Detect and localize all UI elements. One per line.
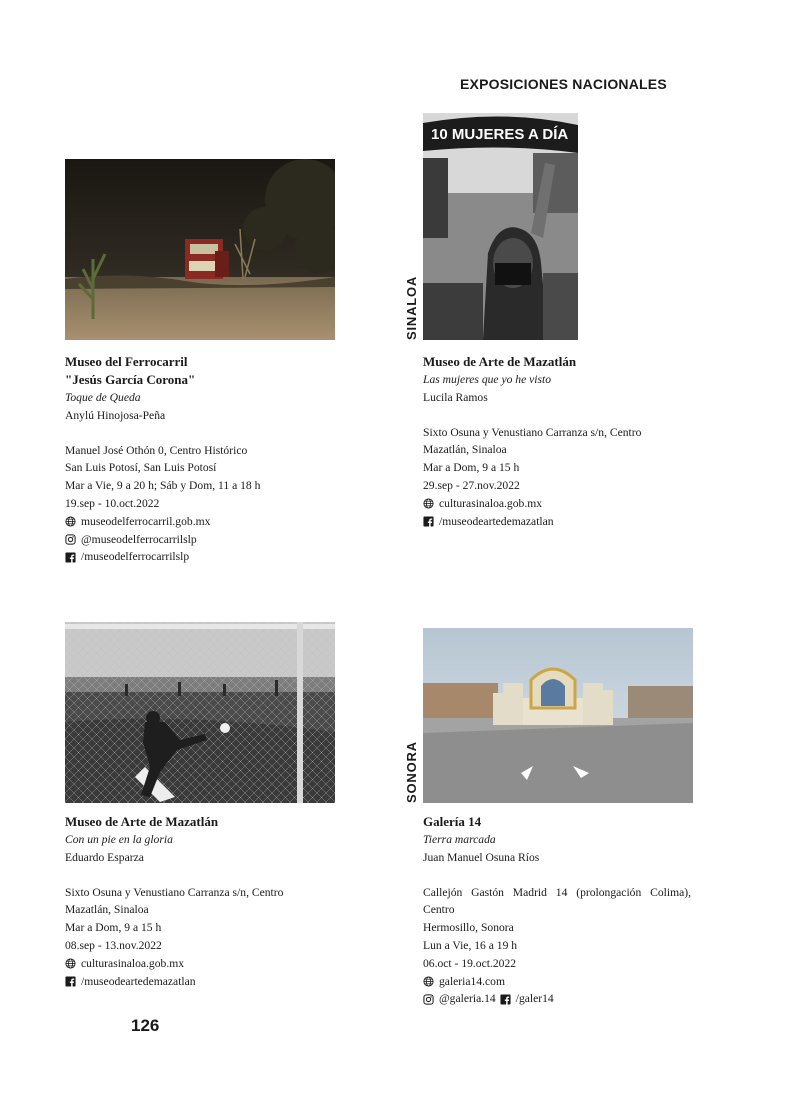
website-link[interactable]: culturasinaloa.gob.mx [439,496,543,510]
globe-icon [423,976,434,987]
facebook-icon [423,516,434,527]
opening-hours: Mar a Dom, 9 a 15 h [423,461,520,475]
protest-sign-text: 10 MUJERES A DÍA [431,126,569,143]
venue-name: Galería 14 [423,814,482,829]
social-row [423,990,691,1008]
website-link[interactable]: museodelferrocarril.gob.mx [81,514,211,528]
venue-name: Museo del Ferrocarril [65,354,188,369]
instagram-icon [423,994,434,1005]
address-city: Mazatlán, Sinaloa [65,903,149,917]
exhibition-card-mazatlan-1 [423,353,698,530]
exhibition-title: Toque de Queda [65,391,141,404]
facebook-handle[interactable]: /museodelferrocarrilslp [81,550,190,564]
facebook-row[interactable] [65,973,340,991]
photo-soccer-goal [65,622,335,803]
address-line: Manuel José Othón 0, Centro Histórico [65,443,248,457]
section-header: EXPOSICIONES NACIONALES [460,76,667,92]
globe-icon [423,498,434,509]
exhibition-dates: 29.sep - 27.nov.2022 [423,478,520,492]
globe-icon [65,516,76,527]
globe-icon [65,958,76,969]
address-city: Hermosillo, Sonora [423,921,514,935]
venue-name: Museo de Arte de Mazatlán [65,814,219,829]
exhibition-card-galeria-14 [423,813,691,1008]
address-city: Mazatlán, Sinaloa [423,443,507,457]
artist-name: Juan Manuel Osuna Ríos [423,850,540,864]
exhibition-dates: 06.oct - 19.oct.2022 [423,956,517,970]
facebook-handle[interactable]: /museodeartedemazatlan [81,974,196,988]
address-line: Sixto Osuna y Venustiano Carranza s/n, Centro [423,425,642,439]
instagram-icon [65,534,76,545]
region-label-sonora: SONORA [404,741,419,803]
exhibition-dates: 19.sep - 10.oct.2022 [65,496,160,510]
facebook-row[interactable] [423,513,698,531]
website-row[interactable] [65,513,340,531]
artist-name: Anylú Hinojosa-Peña [65,408,166,422]
exhibition-card-ferrocarril [65,353,340,566]
exhibition-dates: 08.sep - 13.nov.2022 [65,938,162,952]
opening-hours: Lun a Vie, 16 a 19 h [423,938,518,952]
address-city: San Luis Potosí, San Luis Potosí [65,461,217,475]
exhibition-title: Con un pie en la gloria [65,833,173,846]
facebook-icon [500,994,511,1005]
website-row[interactable] [65,955,340,973]
opening-hours: Mar a Dom, 9 a 15 h [65,921,162,935]
website-row[interactable] [423,495,698,513]
address-line: Sixto Osuna y Venustiano Carranza s/n, Centro [65,885,284,899]
photo-night-truck [65,159,335,340]
website-row[interactable] [423,973,691,991]
page-number: 126 [131,1016,160,1035]
facebook-icon [65,552,76,563]
address-line: Callejón Gastón Madrid 14 (prolongación Colima), Centro [423,885,691,917]
exhibition-title: Las mujeres que yo he visto [423,373,552,386]
exhibition-card-mazatlan-2 [65,813,340,990]
instagram-handle[interactable]: @galeria.14 [439,992,496,1006]
photo-protest [423,113,578,340]
artist-name: Lucila Ramos [423,390,488,404]
opening-hours: Mar a Vie, 9 a 20 h; Sáb y Dom, 11 a 18 h [65,479,261,493]
instagram-handle[interactable]: @museodelferrocarrilslp [81,532,197,546]
website-link[interactable]: culturasinaloa.gob.mx [81,956,185,970]
instagram-row[interactable] [65,531,340,549]
facebook-row[interactable] [65,548,340,566]
venue-name-line-2: "Jesús García Corona" [65,372,196,387]
website-link[interactable]: galeria14.com [439,974,505,988]
facebook-handle[interactable]: /galer14 [515,992,554,1006]
venue-name: Museo de Arte de Mazatlán [423,354,577,369]
facebook-icon [65,976,76,987]
exhibition-title: Tierra marcada [423,833,496,846]
region-label-sinaloa: SINALOA [404,275,419,340]
photo-street-monument [423,628,693,803]
facebook-handle[interactable]: /museodeartedemazatlan [439,514,554,528]
artist-name: Eduardo Esparza [65,850,144,864]
